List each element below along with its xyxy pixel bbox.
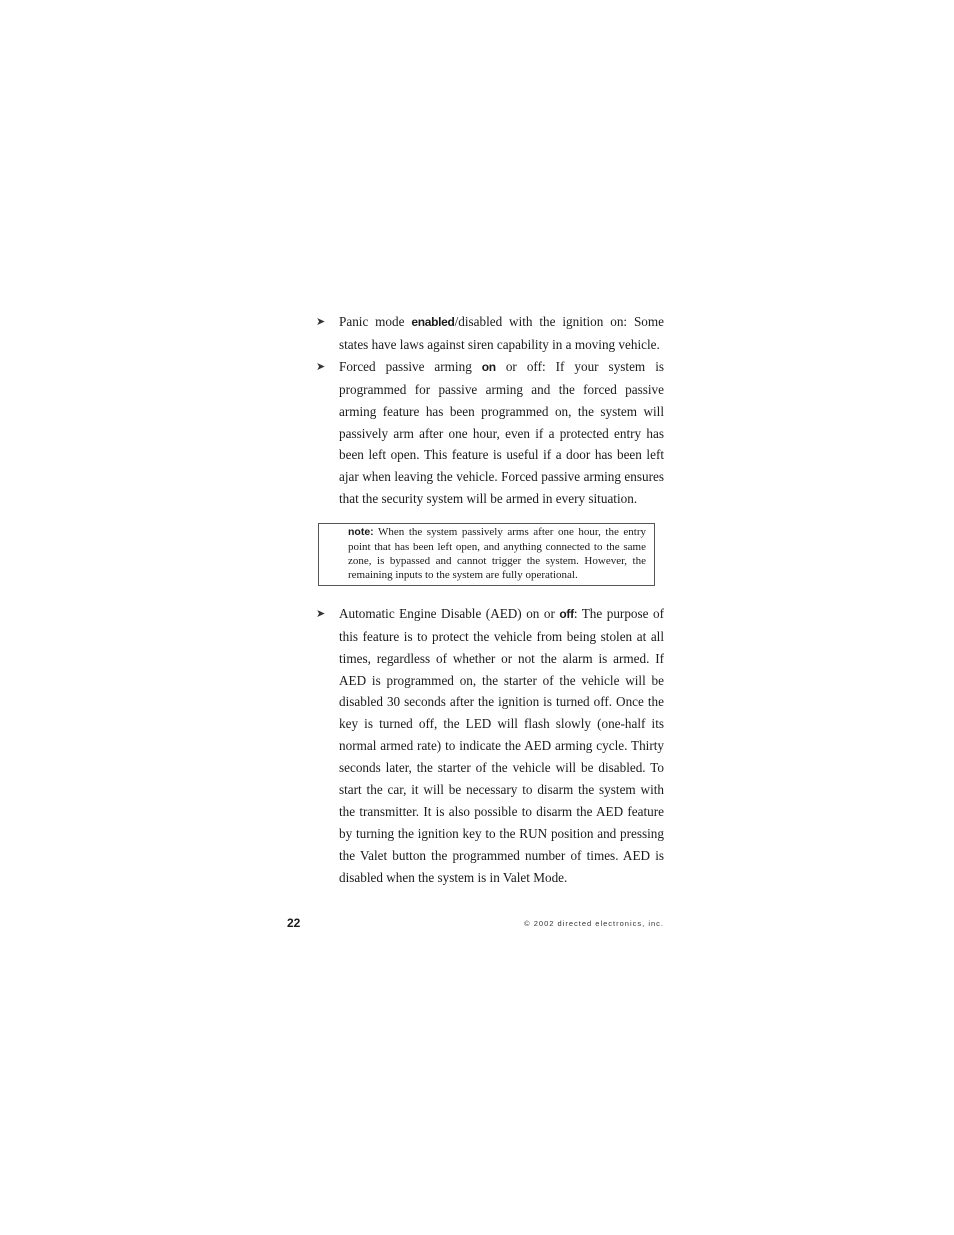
content-column [316, 311, 664, 889]
bullet-text-body: : The purpose of this feature is to protect the vehicle from being stolen at all times, regardless of whether or not the alarm is armed. If AED is programmed on, the starter of the vehicle will be disabled 30 seconds after the ignition is turned off. Once the key is turned off, the LED will flash slowly (one-half its normal armed rate) to indicate the AED arming cycle. Thirty seconds later, the starter of the vehicle will be disabled. To start the car, it will be necessary to disarm the system with the transmitter. It is also possible to disarm the AED feature by turning the ignition key to the RUN position and pressing the Valet button the programmed number of times. AED is disabled when the system is in Valet Mode. [339, 605, 664, 885]
default-setting-keyword: on [481, 359, 496, 374]
bullet-text-body: /disabled with the ignition on: Some states have laws against siren capability in a moving vehicle. [339, 314, 664, 352]
note-label: note: [348, 526, 374, 539]
bullet-arrow-icon: ➤ [316, 606, 326, 620]
bullet-text-lead: Automatic Engine Disable (AED) on or [339, 605, 560, 621]
note-body: When the system passively arms after one hour, the entry point that has been left open, and anything connected to the same zone, is bypassed and cannot trigger the system. However, the remaining inputs to the system are fully operational. [348, 526, 646, 582]
bullet-text-lead: Panic mode [339, 314, 412, 329]
default-setting-keyword: enabled [411, 315, 455, 329]
bullet-text-lead: Forced passive arming [339, 358, 482, 374]
bullet-item-aed [316, 603, 664, 889]
default-setting-keyword: off [559, 606, 574, 621]
page-number: 22 [287, 916, 301, 930]
bullet-text-body: or off: If your system is programmed for passive arming and the forced passive arming feature has been programmed on, the system will passively arm after one hour, even if a protected entry has been left open. This feature is useful if a door has been left ajar when leaving the vehicle. Forced passive arming ensures that the security system will be armed in every situation. [339, 358, 664, 507]
bullet-item-forced-passive-arming [316, 356, 664, 510]
bullet-arrow-icon: ➤ [316, 315, 326, 328]
bullet-text [339, 356, 664, 510]
copyright-notice: © 2002 directed electronics, inc. [524, 919, 664, 928]
bullet-item-panic-mode [316, 311, 664, 356]
note-text [348, 525, 646, 583]
note-box [318, 523, 655, 586]
bullet-text [339, 603, 664, 889]
bullet-arrow-icon: ➤ [316, 359, 326, 373]
bullet-text [339, 311, 664, 356]
